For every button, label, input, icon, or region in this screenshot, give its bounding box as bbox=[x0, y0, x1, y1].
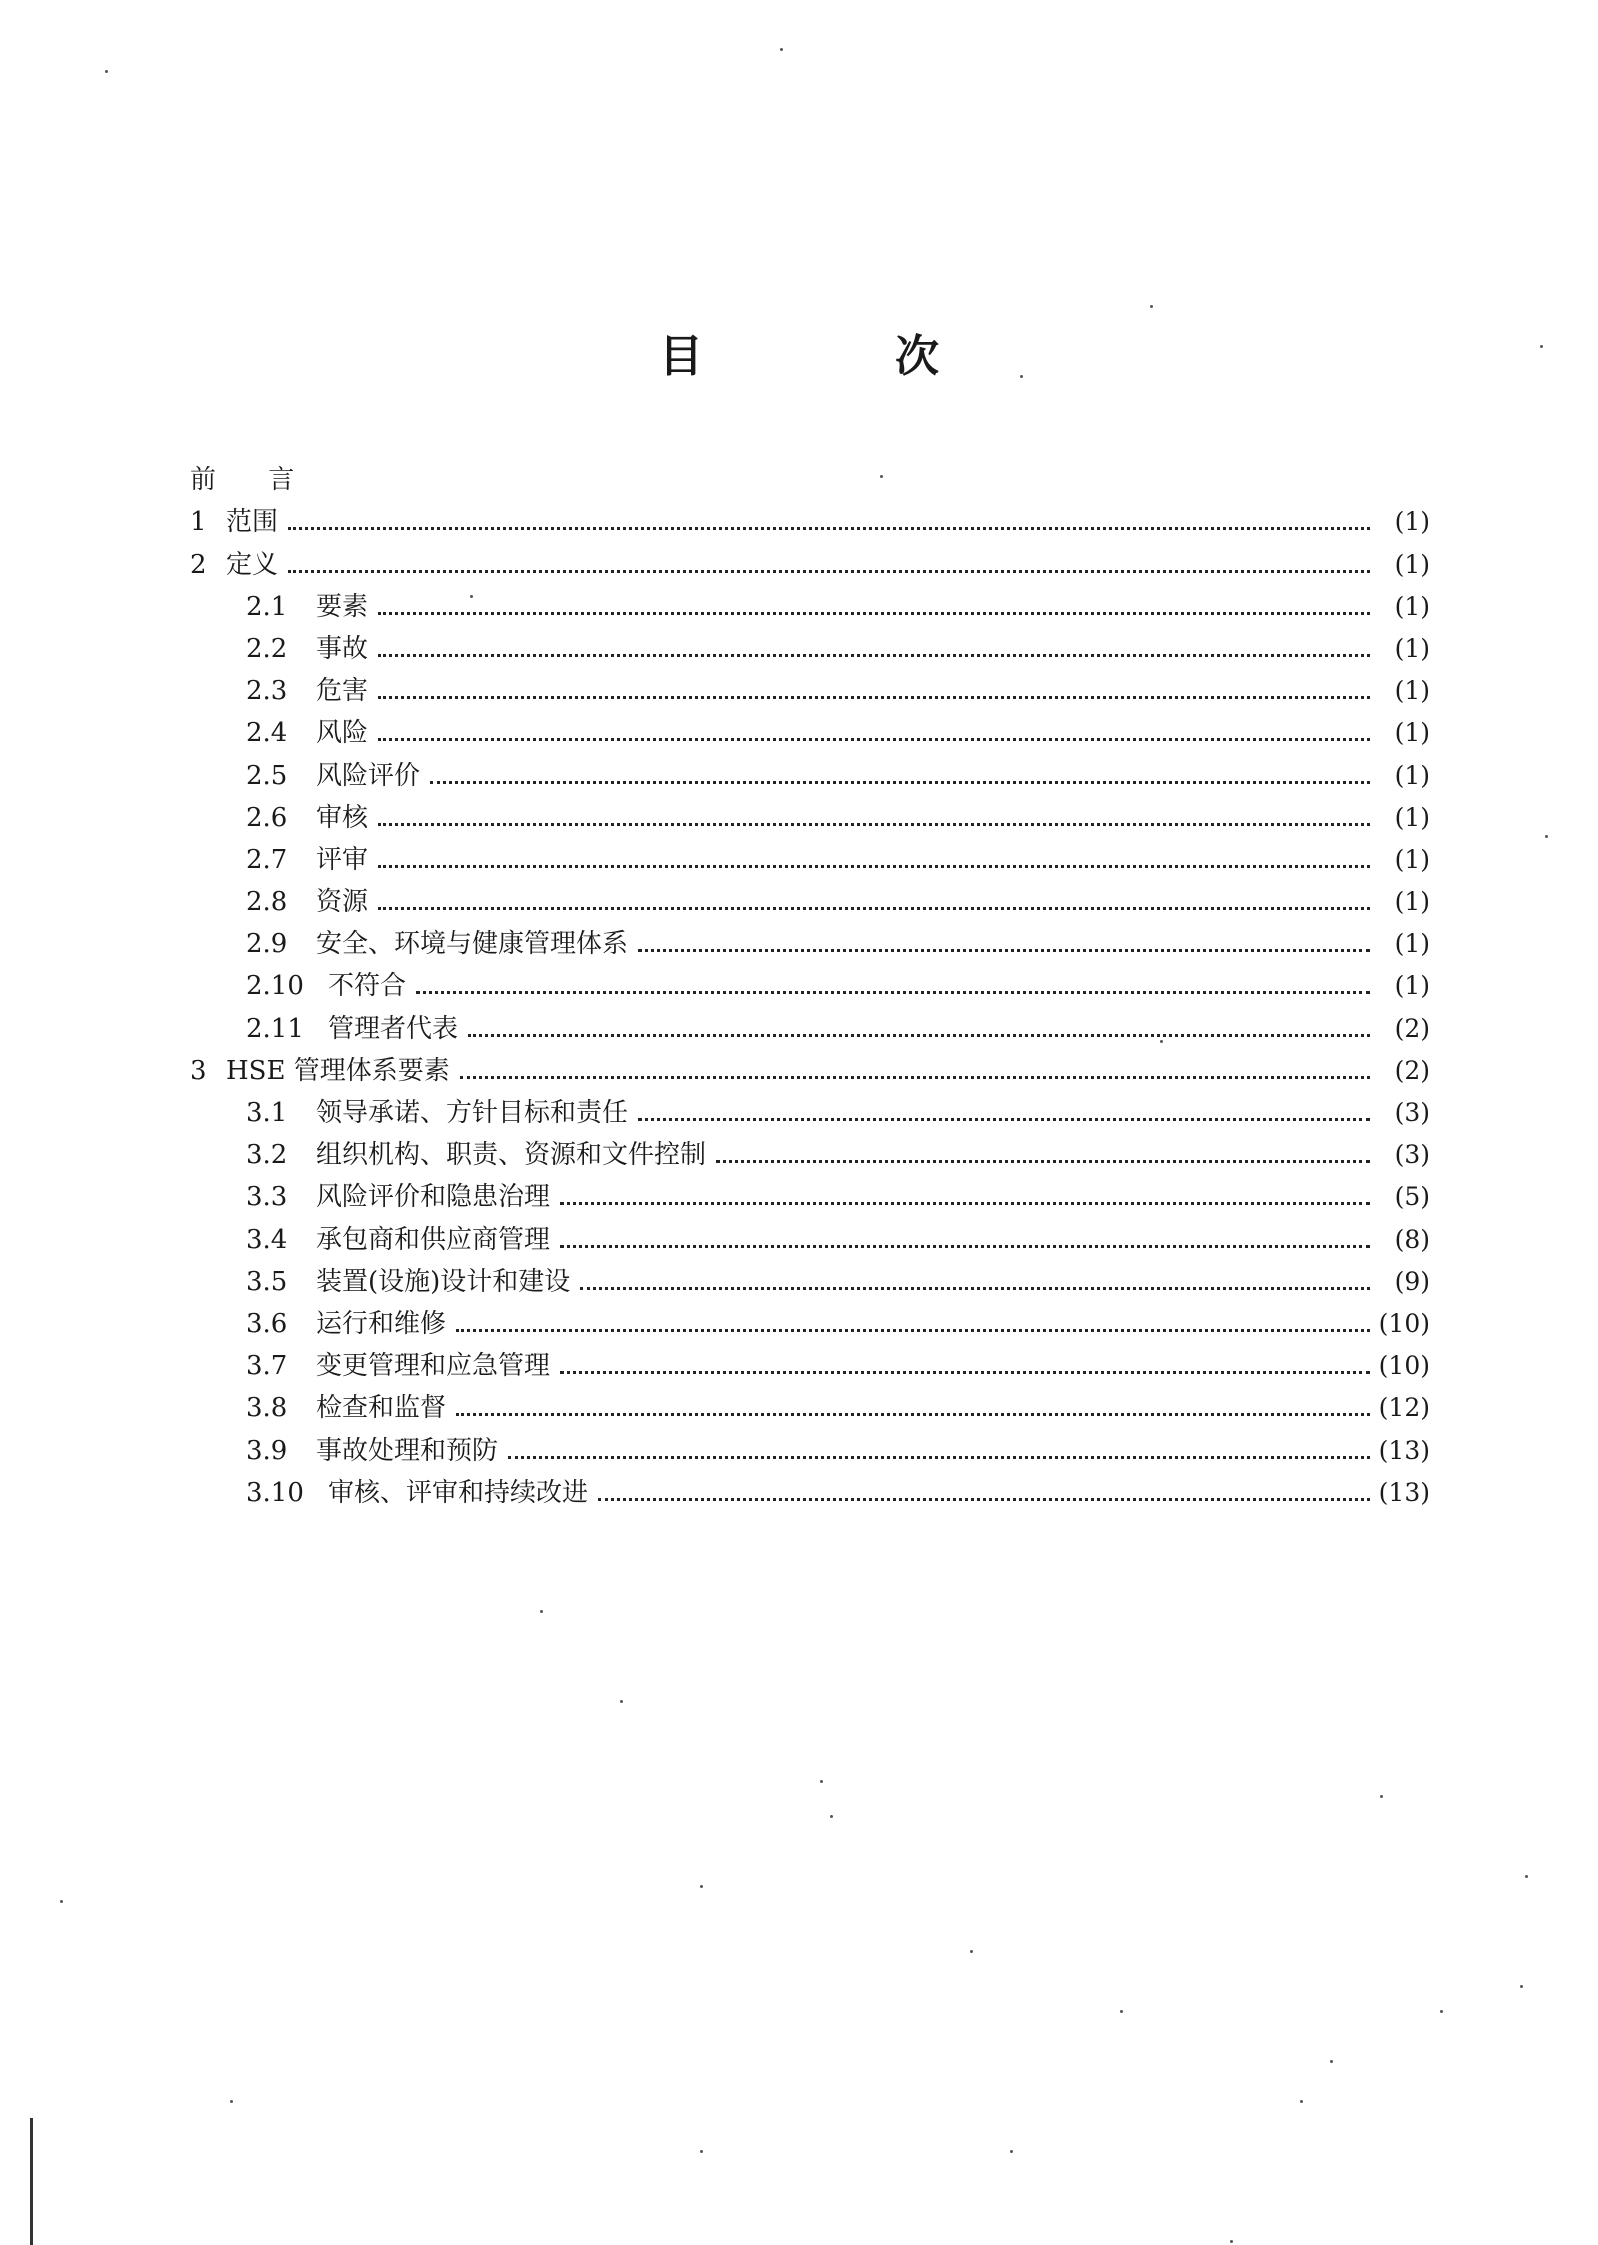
page-title: 目 次 bbox=[659, 331, 1013, 382]
scan-speck bbox=[470, 595, 473, 598]
scan-speck bbox=[830, 1815, 833, 1818]
toc-dot-leader bbox=[560, 1168, 1370, 1205]
toc-entry-number: 2.1 bbox=[246, 591, 288, 622]
scan-speck bbox=[1380, 1795, 1383, 1798]
toc-entry-number: 3.4 bbox=[246, 1224, 288, 1255]
toc-dot-leader bbox=[460, 1042, 1370, 1079]
toc-entry-number: 2.10 bbox=[246, 971, 304, 1002]
toc-entry-page: (1) bbox=[1394, 844, 1430, 874]
toc-dot-leader bbox=[378, 704, 1370, 741]
toc-entry-label: 定义 bbox=[226, 549, 279, 580]
toc-entry-label: 变更管理和应急管理 bbox=[316, 1351, 551, 1382]
toc-dot-leader bbox=[378, 578, 1370, 615]
toc-entry-page: (2) bbox=[1394, 1013, 1430, 1043]
scan-speck bbox=[700, 1885, 703, 1888]
toc-entry-label: 检查和监督 bbox=[316, 1393, 447, 1424]
toc-dot-leader bbox=[378, 789, 1370, 826]
toc-entry-page: (1) bbox=[1394, 971, 1430, 1001]
toc-entry-page: (1) bbox=[1394, 802, 1430, 832]
toc-entry-page: (3) bbox=[1394, 1140, 1430, 1170]
toc-entry-number: 2.2 bbox=[246, 633, 288, 664]
toc-entry-label: 评审 bbox=[316, 844, 369, 875]
toc-dot-leader bbox=[468, 1000, 1370, 1037]
toc-entry-label: 领导承诺、方针目标和责任 bbox=[316, 1098, 629, 1128]
toc-dot-leader bbox=[580, 1253, 1370, 1290]
scan-speck bbox=[230, 2100, 233, 2103]
toc-entry[interactable] bbox=[190, 1383, 1430, 1425]
toc-entry-number: 2.8 bbox=[246, 887, 288, 918]
toc-entry-number: 2 bbox=[190, 549, 207, 580]
toc-entry-page: (5) bbox=[1394, 1182, 1430, 1212]
scan-speck bbox=[820, 1780, 823, 1783]
toc-entry[interactable] bbox=[190, 1172, 1430, 1214]
toc-entry-number: 2.4 bbox=[246, 718, 288, 749]
toc-entry-label: 事故处理和预防 bbox=[316, 1435, 499, 1466]
toc-entry[interactable] bbox=[190, 1214, 1430, 1256]
toc-entry[interactable] bbox=[190, 666, 1430, 708]
toc-entry[interactable] bbox=[190, 1257, 1430, 1299]
toc-entry-page: (1) bbox=[1394, 591, 1430, 621]
scan-speck bbox=[1300, 2100, 1303, 2103]
scan-speck bbox=[1520, 1985, 1523, 1988]
toc-entry-label: 范围 bbox=[226, 507, 279, 538]
toc-entry[interactable] bbox=[190, 539, 1430, 581]
toc-entry[interactable] bbox=[190, 1046, 1430, 1088]
scan-speck bbox=[1150, 305, 1153, 308]
scan-margin-line bbox=[30, 2118, 33, 2245]
scan-speck bbox=[780, 48, 783, 51]
toc-entry-label: 审核、评审和持续改进 bbox=[328, 1477, 589, 1508]
scan-speck bbox=[60, 1900, 63, 1903]
toc-entry-page: (1) bbox=[1394, 929, 1430, 959]
toc-entry-page: (1) bbox=[1394, 718, 1430, 748]
toc-entry-label: 不符合 bbox=[328, 971, 407, 1002]
toc-entry-label: 管理者代表 bbox=[328, 1013, 459, 1044]
toc-entry-label: 装置(设施)设计和建设 bbox=[316, 1266, 571, 1297]
toc-entry[interactable] bbox=[190, 1425, 1430, 1467]
scan-speck bbox=[1010, 2150, 1013, 2153]
toc-dot-leader bbox=[638, 915, 1370, 952]
toc-entry[interactable] bbox=[190, 1341, 1430, 1383]
toc-entry-label: 运行和维修 bbox=[316, 1308, 447, 1339]
toc-entry-page: (1) bbox=[1394, 887, 1430, 917]
scan-speck bbox=[620, 1700, 623, 1703]
toc-dot-leader bbox=[716, 1126, 1370, 1163]
toc-entry-number: 3.3 bbox=[246, 1182, 288, 1213]
toc-entry[interactable] bbox=[190, 919, 1430, 961]
scan-speck bbox=[970, 1950, 973, 1953]
scan-speck bbox=[1525, 1875, 1528, 1878]
toc-dot-leader bbox=[288, 536, 1370, 573]
toc-dot-leader bbox=[378, 662, 1370, 699]
scan-speck bbox=[1160, 1040, 1163, 1043]
toc-dot-leader bbox=[508, 1422, 1370, 1459]
toc-entry[interactable] bbox=[190, 497, 1430, 539]
scan-speck bbox=[880, 475, 883, 478]
toc-dot-leader bbox=[378, 831, 1370, 868]
toc-entry[interactable] bbox=[190, 1130, 1430, 1172]
toc-entry-number: 3.8 bbox=[246, 1393, 288, 1424]
toc-entry-label: 组织机构、职责、资源和文件控制 bbox=[316, 1140, 707, 1171]
toc-entry[interactable] bbox=[190, 455, 1430, 497]
toc-entry[interactable] bbox=[190, 1088, 1430, 1130]
toc-entry-label: 风险 bbox=[316, 718, 369, 749]
scan-speck bbox=[540, 1610, 543, 1613]
toc-entry-number: 3.6 bbox=[246, 1308, 288, 1339]
toc-entry-page: (1) bbox=[1394, 549, 1430, 579]
toc-dot-leader bbox=[560, 1337, 1370, 1374]
toc-entry-number: 1 bbox=[190, 507, 207, 538]
toc-entry-page: (8) bbox=[1394, 1224, 1430, 1254]
toc-entry[interactable] bbox=[190, 708, 1430, 750]
toc-entry-page: (10) bbox=[1378, 1308, 1430, 1338]
toc-dot-leader bbox=[560, 1211, 1370, 1248]
scan-speck bbox=[105, 70, 108, 73]
toc-entry[interactable] bbox=[190, 582, 1430, 624]
toc-entry-number: 2.11 bbox=[246, 1013, 304, 1044]
scan-speck bbox=[1440, 2010, 1443, 2013]
toc-entry-page: (1) bbox=[1394, 507, 1430, 537]
table-of-contents bbox=[190, 455, 1430, 1510]
toc-entry[interactable] bbox=[190, 1299, 1430, 1341]
scan-speck bbox=[700, 2150, 703, 2153]
toc-dot-leader bbox=[456, 1379, 1370, 1416]
toc-entry-page: (10) bbox=[1378, 1351, 1430, 1381]
toc-entry-page: (13) bbox=[1378, 1477, 1430, 1507]
toc-entry-label: 事故 bbox=[316, 633, 369, 664]
toc-entry-label: 风险评价 bbox=[316, 760, 421, 791]
scan-speck bbox=[1020, 375, 1023, 378]
toc-dot-leader bbox=[430, 747, 1370, 784]
toc-dot-leader bbox=[378, 873, 1370, 910]
toc-entry-number: 3.10 bbox=[246, 1477, 304, 1508]
toc-entry-number: 3.1 bbox=[246, 1098, 288, 1128]
toc-entry-label: 前 言 bbox=[190, 465, 317, 496]
toc-entry[interactable] bbox=[190, 961, 1430, 1003]
toc-entry-page: (1) bbox=[1394, 676, 1430, 706]
toc-dot-leader bbox=[416, 957, 1370, 994]
scan-speck bbox=[1230, 2240, 1233, 2243]
toc-entry[interactable] bbox=[190, 877, 1430, 919]
toc-entry-number: 2.5 bbox=[246, 760, 288, 791]
toc-entry-number: 3 bbox=[190, 1055, 207, 1086]
toc-entry-page: (13) bbox=[1378, 1435, 1430, 1465]
toc-dot-leader bbox=[638, 1084, 1370, 1121]
toc-entry[interactable] bbox=[190, 1003, 1430, 1045]
toc-entry[interactable] bbox=[190, 793, 1430, 835]
toc-entry[interactable] bbox=[190, 1468, 1430, 1510]
toc-entry-label: 承包商和供应商管理 bbox=[316, 1224, 551, 1255]
scan-speck bbox=[1120, 2010, 1123, 2013]
scan-speck bbox=[1540, 345, 1543, 348]
toc-entry[interactable] bbox=[190, 624, 1430, 666]
toc-entry-label: 审核 bbox=[316, 802, 369, 833]
toc-entry-page: (1) bbox=[1394, 760, 1430, 790]
toc-entry-number: 3.5 bbox=[246, 1266, 288, 1297]
toc-dot-leader bbox=[598, 1464, 1370, 1501]
toc-entry[interactable] bbox=[190, 835, 1430, 877]
toc-entry-number: 2.3 bbox=[246, 676, 288, 707]
toc-entry-label: HSE 管理体系要素 bbox=[226, 1055, 450, 1086]
toc-entry-page: (1) bbox=[1394, 633, 1430, 663]
toc-entry-number: 2.7 bbox=[246, 844, 288, 875]
toc-entry-label: 风险评价和隐患治理 bbox=[316, 1182, 551, 1213]
toc-entry-label: 要素 bbox=[316, 591, 369, 622]
toc-entry-label: 资源 bbox=[316, 887, 369, 918]
toc-dot-leader bbox=[378, 620, 1370, 657]
toc-entry-number: 3.9 bbox=[246, 1435, 288, 1466]
toc-entry-number: 3.2 bbox=[246, 1140, 288, 1171]
scan-speck bbox=[1330, 2060, 1333, 2063]
toc-entry-label: 危害 bbox=[316, 676, 369, 707]
toc-entry-page: (9) bbox=[1394, 1266, 1430, 1296]
toc-entry-number: 3.7 bbox=[246, 1351, 288, 1382]
toc-entry-number: 2.6 bbox=[246, 802, 288, 833]
toc-dot-leader bbox=[288, 493, 1370, 530]
toc-entry[interactable] bbox=[190, 750, 1430, 792]
toc-entry-label: 安全、环境与健康管理体系 bbox=[316, 929, 629, 960]
toc-entry-page: (12) bbox=[1378, 1393, 1430, 1423]
toc-dot-leader bbox=[456, 1295, 1370, 1332]
toc-entry-page: (2) bbox=[1394, 1055, 1430, 1085]
toc-entry-page: (3) bbox=[1394, 1098, 1430, 1127]
scan-speck bbox=[1545, 835, 1548, 838]
toc-entry-number: 2.9 bbox=[246, 929, 288, 960]
